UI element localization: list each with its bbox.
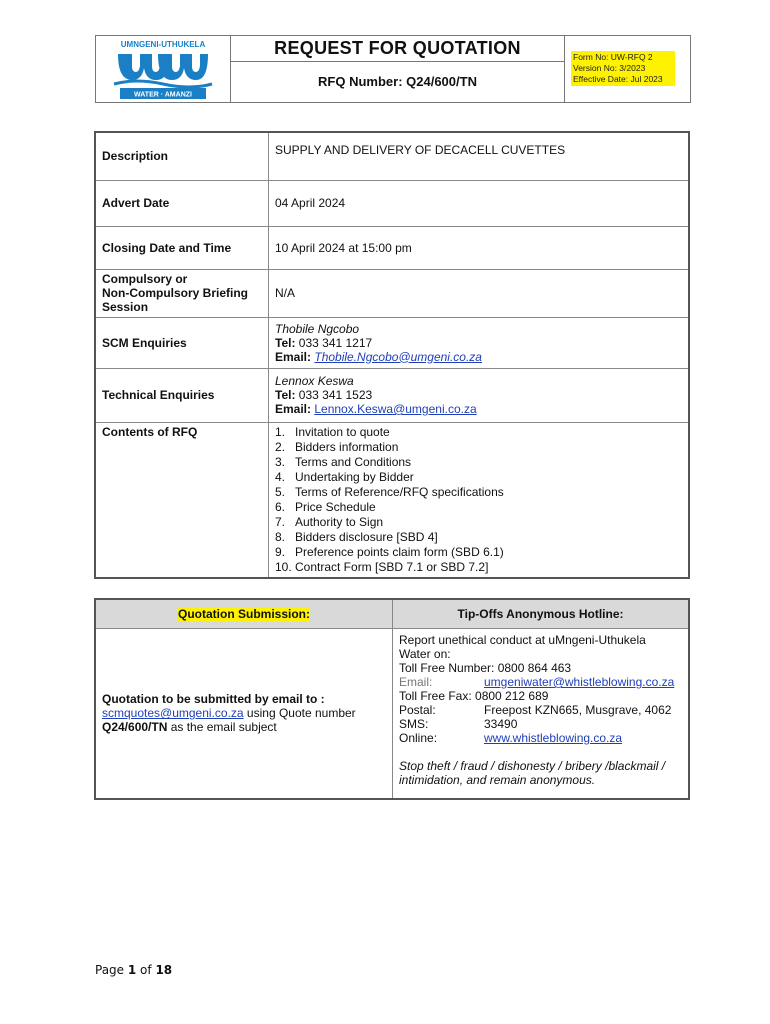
list-item-number: 10. xyxy=(275,559,292,574)
effective-date: Effective Date: Jul 2023 xyxy=(573,74,663,84)
email-label: Email: xyxy=(275,402,312,416)
scm-contact xyxy=(269,317,690,368)
contents-cell xyxy=(269,422,690,578)
submit-email-line xyxy=(102,706,386,720)
description-value: SUPPLY AND DELIVERY OF DECACELL CUVETTES xyxy=(269,132,690,180)
closing-date-value: 10 April 2024 at 15:00 pm xyxy=(269,226,690,269)
tech-contact xyxy=(269,368,690,422)
briefing-label-line: Compulsory or xyxy=(102,272,188,286)
contents-list xyxy=(275,425,682,575)
list-item-number: 2. xyxy=(275,439,286,454)
description-label: Description xyxy=(95,132,269,180)
list-item-text: Bidders disclosure [SBD 4] xyxy=(295,529,438,544)
toll-free-number: Toll Free Number: 0800 864 463 xyxy=(399,661,572,675)
scm-tel-value: 033 341 1217 xyxy=(298,335,373,350)
tech-email-link[interactable]: Lennox.Keswa@umgeni.co.za xyxy=(314,402,477,416)
advert-date-label: Advert Date xyxy=(95,180,269,226)
scm-enquiries-label: SCM Enquiries xyxy=(95,317,269,368)
report-line: Water on: xyxy=(399,647,451,661)
postal-value: Freepost KZN665, Musgrave, 4062 xyxy=(484,703,672,717)
list-item xyxy=(275,545,682,560)
list-item-text: Terms and Conditions xyxy=(295,454,412,469)
hotline-email-row xyxy=(399,675,682,689)
version-no: Version No: 3/2023 xyxy=(573,63,646,73)
table-row xyxy=(95,226,689,269)
list-item-text: Authority to Sign xyxy=(295,514,384,529)
sms-row xyxy=(399,717,682,731)
briefing-value: N/A xyxy=(269,269,690,317)
submit-mid-text: using Quote number xyxy=(243,706,356,721)
umgeni-logo xyxy=(96,36,231,102)
list-item-number: 5. xyxy=(275,484,286,499)
submit-ref-line xyxy=(102,720,386,734)
hotline-header: Tip-Offs Anonymous Hotline: xyxy=(393,599,690,629)
form-no: Form No: UW-RFQ 2 xyxy=(573,52,653,62)
hotline-email-link[interactable]: umgeniwater@whistleblowing.co.za xyxy=(484,675,675,689)
scm-email-link[interactable]: Thobile.Ngcobo@umgeni.co.za xyxy=(314,349,482,364)
hotline-details xyxy=(393,629,690,799)
table-row xyxy=(95,422,689,578)
page-of: of xyxy=(136,963,156,977)
list-item xyxy=(275,455,682,470)
submit-line: Quotation to be submitted by email to : xyxy=(102,692,325,707)
table-row xyxy=(95,269,689,317)
sms-label: SMS: xyxy=(399,717,429,731)
spacer xyxy=(399,745,682,759)
list-item-text: Terms of Reference/RFQ specifications xyxy=(295,484,504,499)
table-row xyxy=(95,132,689,180)
table-row xyxy=(95,599,689,629)
tech-name: Lennox Keswa xyxy=(275,374,354,388)
table-row xyxy=(95,368,689,422)
postal-label: Postal: xyxy=(399,703,436,717)
sms-value: 33490 xyxy=(484,717,518,731)
list-item-number: 8. xyxy=(275,529,286,544)
list-item xyxy=(275,485,682,500)
tech-tel xyxy=(275,388,682,402)
list-item xyxy=(275,500,682,515)
logo-bottom-text: WATER · AMANZI xyxy=(134,91,192,99)
list-item-number: 7. xyxy=(275,514,286,529)
list-item xyxy=(275,560,682,575)
page-number: 1 xyxy=(127,963,137,977)
list-item-text: Price Schedule xyxy=(295,499,376,514)
rfq-details-table xyxy=(94,131,690,579)
submission-table xyxy=(94,598,690,800)
technical-enquiries-label: Technical Enquiries xyxy=(95,368,269,422)
tel-label: Tel: xyxy=(275,335,296,350)
list-item-text: Contract Form [SBD 7.1 or SBD 7.2] xyxy=(295,559,489,574)
contents-label: Contents of RFQ xyxy=(95,422,269,578)
form-info-badge xyxy=(571,51,675,86)
rfq-number: RFQ Number: Q24/600/TN xyxy=(318,74,477,89)
list-item-text: Bidders information xyxy=(295,439,399,454)
briefing-label xyxy=(95,269,269,317)
tech-tel-value: 033 341 1523 xyxy=(298,388,373,402)
table-row xyxy=(95,180,689,226)
list-item-text: Preference points claim form (SBD 6.1) xyxy=(295,544,504,559)
list-item xyxy=(275,515,682,530)
stop-line: Stop theft / fraud / dishonesty / bribery /blackmail / xyxy=(399,759,666,773)
stop-line: intimidation, and remain anonymous. xyxy=(399,773,596,787)
document-header xyxy=(95,35,691,103)
list-item-text: Undertaking by Bidder xyxy=(295,469,414,484)
page-prefix: Page xyxy=(95,963,128,977)
submit-ref: Q24/600/TN xyxy=(102,720,168,735)
list-item xyxy=(275,425,682,440)
list-item xyxy=(275,440,682,455)
header-title-block xyxy=(231,36,565,102)
closing-date-label: Closing Date and Time xyxy=(95,226,269,269)
list-item xyxy=(275,530,682,545)
logo-top-text: UMNGENI-UTHUKELA xyxy=(120,40,206,49)
list-item-number: 3. xyxy=(275,454,286,469)
submission-header xyxy=(95,599,393,629)
page-title: REQUEST FOR QUOTATION xyxy=(231,36,564,62)
submission-instructions xyxy=(95,629,393,799)
list-item xyxy=(275,470,682,485)
submission-header-text: Quotation Submission: xyxy=(178,607,310,621)
table-row xyxy=(95,629,689,799)
page-total: 18 xyxy=(155,963,173,977)
hotline-email-label: Email: xyxy=(399,675,433,689)
scm-name: Thobile Ngcobo xyxy=(275,321,360,336)
submit-email-link[interactable]: scmquotes@umgeni.co.za xyxy=(102,706,244,721)
submit-tail-text: as the email subject xyxy=(167,720,277,735)
tech-email xyxy=(275,402,682,416)
briefing-label-line: Session xyxy=(102,300,149,314)
scm-tel xyxy=(275,336,682,350)
list-item-number: 1. xyxy=(275,424,286,439)
list-item-number: 4. xyxy=(275,469,286,484)
online-row xyxy=(399,731,682,745)
online-link[interactable]: www.whistleblowing.co.za xyxy=(484,731,623,745)
tel-label: Tel: xyxy=(275,388,296,402)
advert-date-value: 04 April 2024 xyxy=(269,180,690,226)
briefing-label-line: Non-Compulsory Briefing xyxy=(102,286,248,300)
list-item-text: Invitation to quote xyxy=(295,424,390,439)
report-line: Report unethical conduct at uMngeni-Uthukela xyxy=(399,633,646,647)
email-label: Email: xyxy=(275,349,312,364)
postal-row xyxy=(399,703,682,717)
list-item-number: 6. xyxy=(275,499,286,514)
toll-free-fax: Toll Free Fax: 0800 212 689 xyxy=(399,689,549,703)
table-row xyxy=(95,317,689,368)
list-item-number: 9. xyxy=(275,544,286,559)
page-footer xyxy=(95,963,172,977)
scm-email xyxy=(275,350,682,364)
online-label: Online: xyxy=(399,731,438,745)
